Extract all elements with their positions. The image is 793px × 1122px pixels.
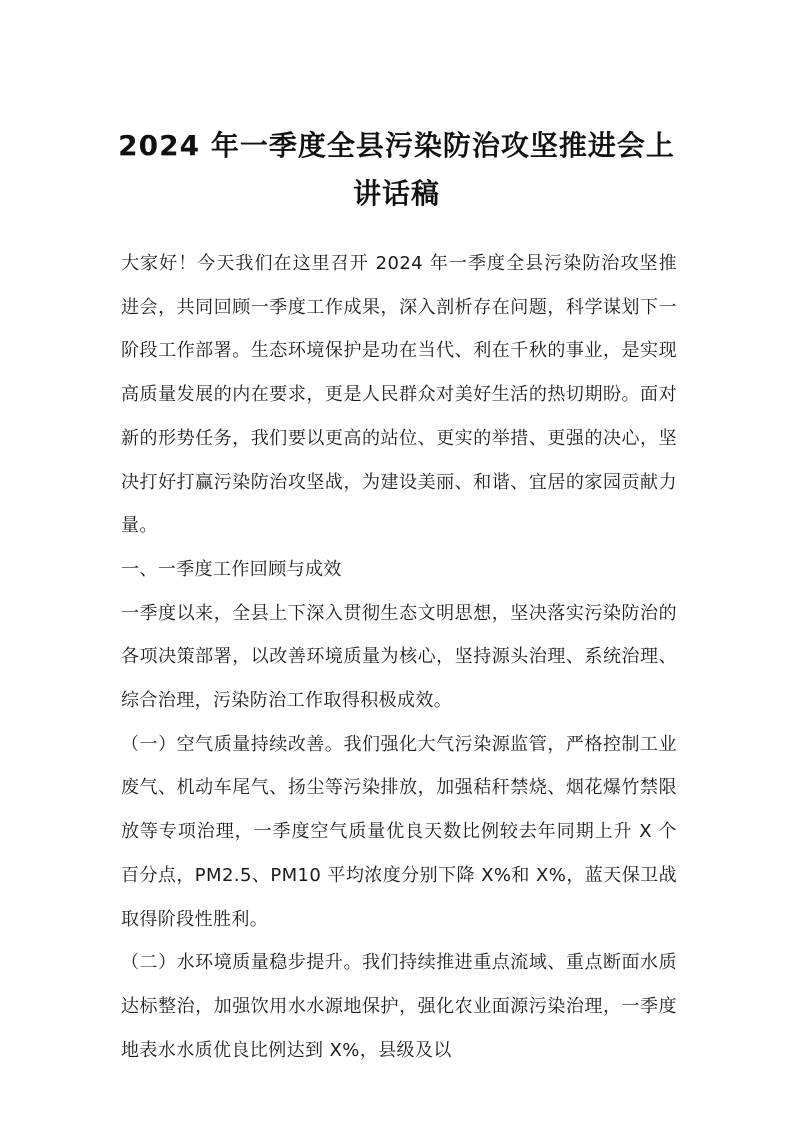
document-title-line-1: 2024 年一季度全县污染防治攻坚推进会上 bbox=[118, 129, 675, 162]
paragraph-review-summary: 一季度以来，全县上下深入贯彻生态文明思想，坚决落实污染防治的各项决策部署，以改善环境质量为核心，坚持源头治理、系统治理、综合治理，污染防治工作取得积极成效。 bbox=[121, 602, 677, 712]
paragraph-opening: 大家好！今天我们在这里召开 2024 年一季度全县污染防治攻坚推进会，共同回顾一季度工作成果，深入剖析存在问题，科学谋划下一阶段工作部署。生态环境保护是功在当代、利在千秋的事业，是实现高质量发展的内在要求，更是人民群众对美好生活的热切期盼。面对新的形势任务，我们要以更高的站位、更实的举措、更强的决心，坚决打好打赢污染防治攻坚战，为建设美丽、和谐、宜居的家园贡献力量。 bbox=[121, 253, 677, 537]
paragraph-water-quality: （二）水环境质量稳步提升。我们持续推进重点流域、重点断面水质达标整治，加强饮用水水源地保护，强化农业面源污染治理，一季度地表水水质优良比例达到 X%，县级及以 bbox=[121, 952, 677, 1061]
document-title-line-2: 讲话稿 bbox=[352, 177, 440, 210]
document-body bbox=[121, 242, 677, 1072]
paragraph-air-quality: （一）空气质量持续改善。我们强化大气污染源监管，严格控制工业废气、机动车尾气、扬尘等污染排放，加强秸秆禁烧、烟花爆竹禁限放等专项治理，一季度空气质量优良天数比例较去年同期上升 X 个百分点，PM2.5、PM10 平均浓度分别下降 X%和 X%，蓝天保卫战取得阶段性胜利。 bbox=[121, 733, 677, 930]
section-heading-review: 一、一季度工作回顾与成效 bbox=[121, 558, 342, 580]
